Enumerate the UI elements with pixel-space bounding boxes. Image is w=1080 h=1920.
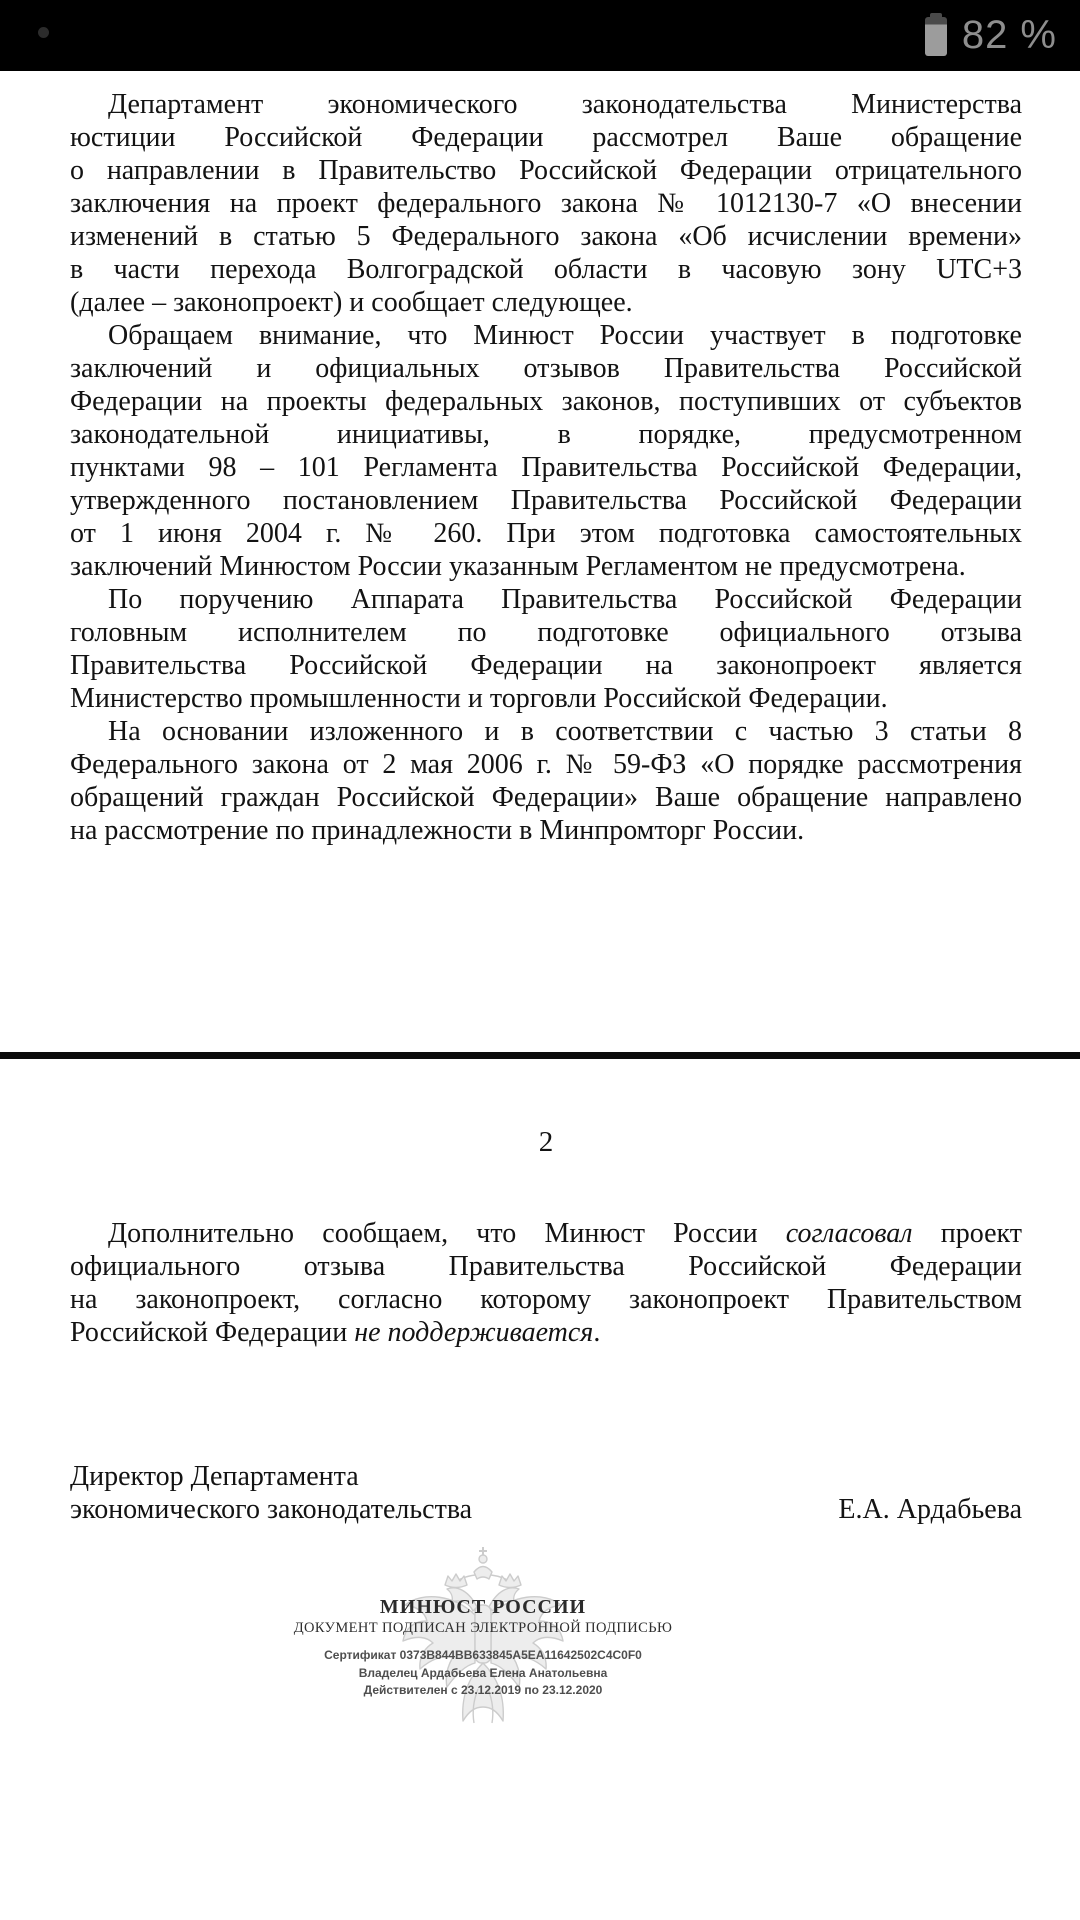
page-number: 2 — [538, 1126, 554, 1158]
text-line: заключений и официальных отзывов Правительства Российской — [70, 353, 1022, 384]
text-line: официального отзыва Правительства Российской Федерации — [70, 1251, 1022, 1282]
text-line: от 1 июня 2004 г. № 260. При этом подготовка самостоятельных — [70, 518, 1022, 549]
document-page-1 — [70, 88, 1022, 847]
paragraph — [70, 1217, 1022, 1349]
signer-title — [70, 1460, 472, 1526]
text-line: (далее – законопроект) и сообщает следующее. — [70, 287, 633, 318]
stamp-owner: Владелец Ардабьева Елена Анатольевна — [358, 1665, 608, 1680]
battery-level — [925, 17, 947, 56]
paragraph — [70, 319, 1022, 583]
stamp-certificate: Сертификат 0373B844BB633845A5EA11642502C4C0F0 — [324, 1648, 642, 1662]
text-line: заключения на проект федерального закона № 1012130-7 «О внесении — [70, 188, 1022, 219]
text-line: Федерации на проекты федеральных законов, поступивших от субъектов — [70, 386, 1022, 417]
text-line: Министерство промышленности и торговли Российской Федерации. — [70, 683, 888, 714]
page1-paragraphs — [70, 88, 1022, 847]
status-bar — [0, 0, 1080, 71]
text-line: о направлении в Правительство Российской Федерации отрицательного — [70, 155, 1022, 186]
text-line: на рассмотрение по принадлежности в Минпромторг России. — [70, 815, 805, 846]
paragraph — [70, 88, 1022, 319]
paragraph — [70, 583, 1022, 715]
text-line: обращений граждан Российской Федерации» Ваше обращение направлено — [70, 782, 1022, 813]
battery-icon — [925, 13, 947, 57]
paragraph — [70, 715, 1022, 847]
text-line: Федерального закона от 2 мая 2006 г. № 59-ФЗ «О порядке рассмотрения — [70, 749, 1022, 780]
signature-block — [70, 1460, 1022, 1526]
text-line: законодательной инициативы, в порядке, предусмотренном — [70, 419, 1022, 450]
signer-name: Е.А. Ардабьева — [838, 1494, 1022, 1525]
text-line: По поручению Аппарата Правительства Российской Федерации — [108, 584, 1022, 615]
stamp-signed-line: ДОКУМЕНТ ПОДПИСАН ЭЛЕКТРОННОЙ ПОДПИСЬЮ — [293, 1620, 673, 1636]
page2-paragraphs — [70, 1217, 1022, 1349]
text-line: изменений в статью 5 Федерального закона «Об исчислении времени» — [70, 221, 1022, 252]
page-divider — [0, 1052, 1080, 1059]
stamp-org-name: МИНЮСТ РОССИИ — [379, 1596, 587, 1618]
text-line: на законопроект, согласно которому законопроект Правительством — [70, 1284, 1022, 1315]
text-line: в части перехода Волгоградской области в часовую зону UTC+3 — [70, 254, 1022, 285]
signer-title-line2: экономического законодательства — [70, 1494, 473, 1525]
text-line: Дополнительно сообщаем, что Минюст России согласовал проект — [108, 1218, 1022, 1249]
text-line: Департамент экономического законодательства Министерства — [108, 89, 1022, 120]
text-line: На основании изложенного и в соответствии с частью 3 статьи 8 — [108, 716, 1022, 747]
stamp-validity: Действителен с 23.12.2019 по 23.12.2020 — [363, 1683, 603, 1697]
signer-title-line1: Директор Департамента — [70, 1461, 359, 1492]
battery-percent: 82 % — [961, 13, 1057, 57]
text-line: головным исполнителем по подготовке официального отзыва — [70, 617, 1022, 648]
text-line: юстиции Российской Федерации рассмотрел Ваше обращение — [70, 122, 1022, 153]
text-line: пунктами 98 – 101 Регламента Правительства Российской Федерации, — [70, 452, 1022, 483]
text-line: Обращаем внимание, что Минюст России участвует в подготовке — [108, 320, 1022, 351]
stamp-text — [243, 1545, 723, 1700]
text-line: утвержденного постановлением Правительства Российской Федерации — [70, 485, 1022, 516]
text-line: Российской Федерации не поддерживается. — [70, 1317, 601, 1348]
document-page-2 — [70, 1126, 1022, 1700]
electronic-signature-stamp — [243, 1545, 723, 1700]
text-line: Правительства Российской Федерации на законопроект является — [70, 650, 1022, 681]
notification-dot — [38, 27, 49, 38]
text-line: заключений Минюстом России указанным Регламентом не предусмотрена. — [70, 551, 966, 582]
